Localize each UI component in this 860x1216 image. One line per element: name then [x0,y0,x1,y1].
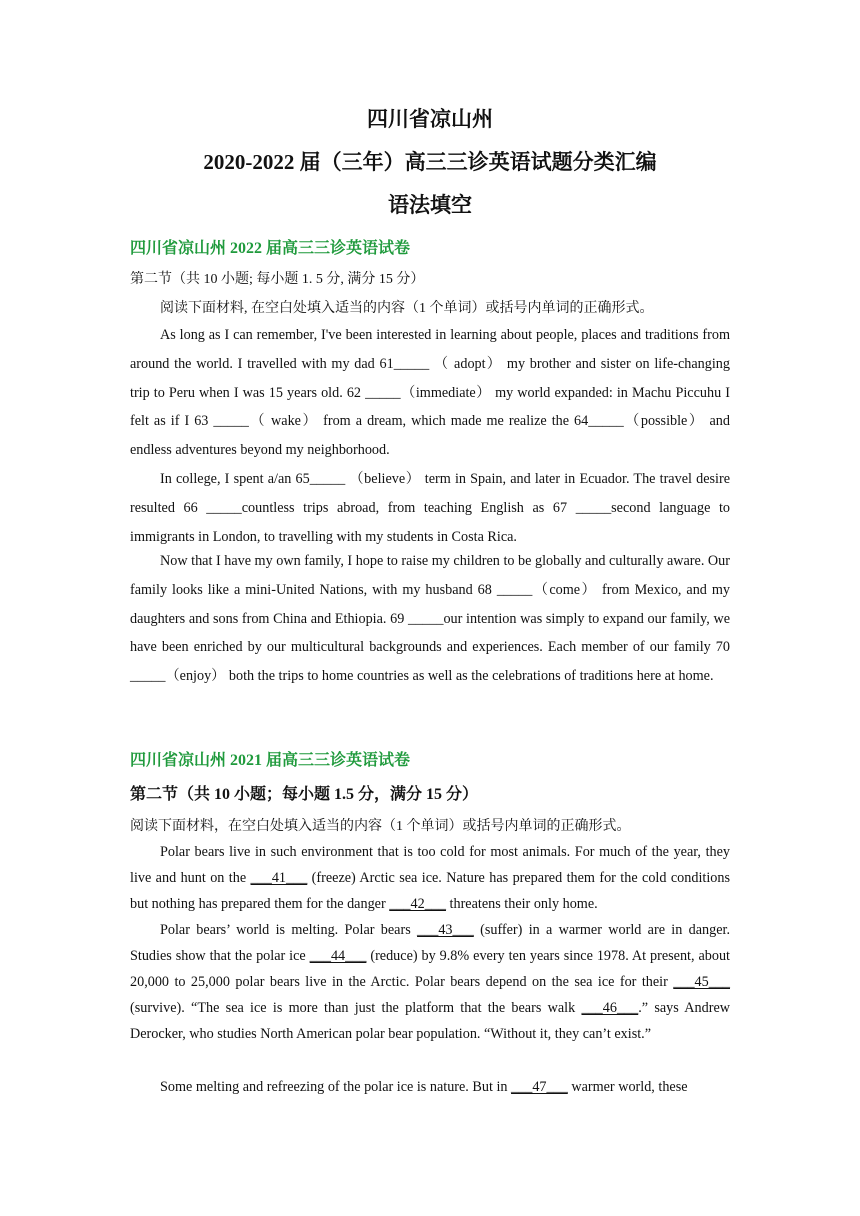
paragraph-2022-1: As long as I can remember, I've been interested in learning about people, places and traditions from around the world. I travelled with my dad 61_____ （ adopt） my brother and sister on life-changing trip to Peru when I was 15 years old. 62 _____（immediate） my world expanded: in Machu Piccuhu I felt as if I 63 _____（ wake） from a dream, which made me realize the 64_____（possible） and endless adventures beyond my neighborhood. [130,327,730,459]
paragraph-2022-3: Now that I have my own family, I hope to raise my children to be globally and culturally aware. Our family looks like a mini-United Nations, with my husband 68 _____（come） from Mexico, and my daughters and sons from China and Ethiopia. 69 _____our intention was simply to expand our family, we have been enriched by our multicultural backgrounds and experiences. Each member of our family 70 _____（enjoy） both the trips to home countries as well as the celebrations of traditions here at home. [130,553,730,685]
section-heading-2021: 四川省凉山州 2021 届高三三诊英语试卷 [130,752,411,769]
instruction-2021: 阅读下面材料，在空白处填入适当的内容（1 个单词）或括号内单词的正确形式。 [130,819,631,834]
text: threatens their only home. [445,896,598,912]
title-topic: 语法填空 [388,193,472,217]
title-region: 四川省凉山州 [367,107,493,131]
blank-46: ___46___ [581,1000,639,1016]
paragraph-2021-1 [130,839,730,917]
title-collection: 2020-2022 届（三年）高三三诊英语试题分类汇编 [203,150,657,174]
text: (reduce) by 9.8% every ten years since 1978. At present, about 20,000 to 25,000 polar bears live in the Arctic. Polar bears depend on the sea ice for their [130,948,730,990]
blank-41: ___41___ [250,870,308,886]
section-sub-2021: 第二节（共 10 小题；每小题 1.5 分，满分 15 分） [130,786,479,803]
blank-45: ___45___ [673,974,730,990]
text: .” says Andrew Derocker, who studies North American polar bear population. “Without it, they can’t exist.” [130,1000,730,1042]
blank-44: ___44___ [309,948,367,964]
text: Polar bears’ world is melting. Polar bears [160,922,418,938]
paragraph-2021-3 [130,1074,730,1100]
blank-42: ___42___ [389,896,446,912]
text: Polar bears live in such environment that is too cold for most animals. For much of the year, they live and hunt on the [130,844,730,886]
text: (suffer) in a warmer world are in danger. Studies show that the polar ice [130,922,730,964]
text: warmer world, these [567,1079,688,1095]
text: (survive). “The sea ice is more than just the platform that the bears walk [130,1000,582,1016]
blank-47: ___47___ [511,1079,568,1095]
section-heading-2022: 四川省凉山州 2022 届高三三诊英语试卷 [130,240,411,257]
paragraph-2021-2 [130,917,730,1047]
text: Some melting and refreezing of the polar ice is nature. But in [160,1079,512,1095]
text: (freeze) Arctic sea ice. Nature has prepared them for the cold conditions but nothing has prepared them for the danger [130,870,730,912]
paragraph-2022-2: In college, I spent a/an 65_____ （believe） term in Spain, and later in Ecuador. The travel desire resulted 66 _____countless trips abroad, from teaching English as 67 _____second language to immigrants in London, to travelling with my students in Costa Rica. [130,471,730,545]
instruction-2022: 阅读下面材料, 在空白处填入适当的内容（1 个单词）或括号内单词的正确形式。 [160,301,654,316]
section-sub-2022: 第二节（共 10 小题; 每小题 1. 5 分, 满分 15 分） [130,272,425,287]
blank-43: ___43___ [417,922,474,938]
